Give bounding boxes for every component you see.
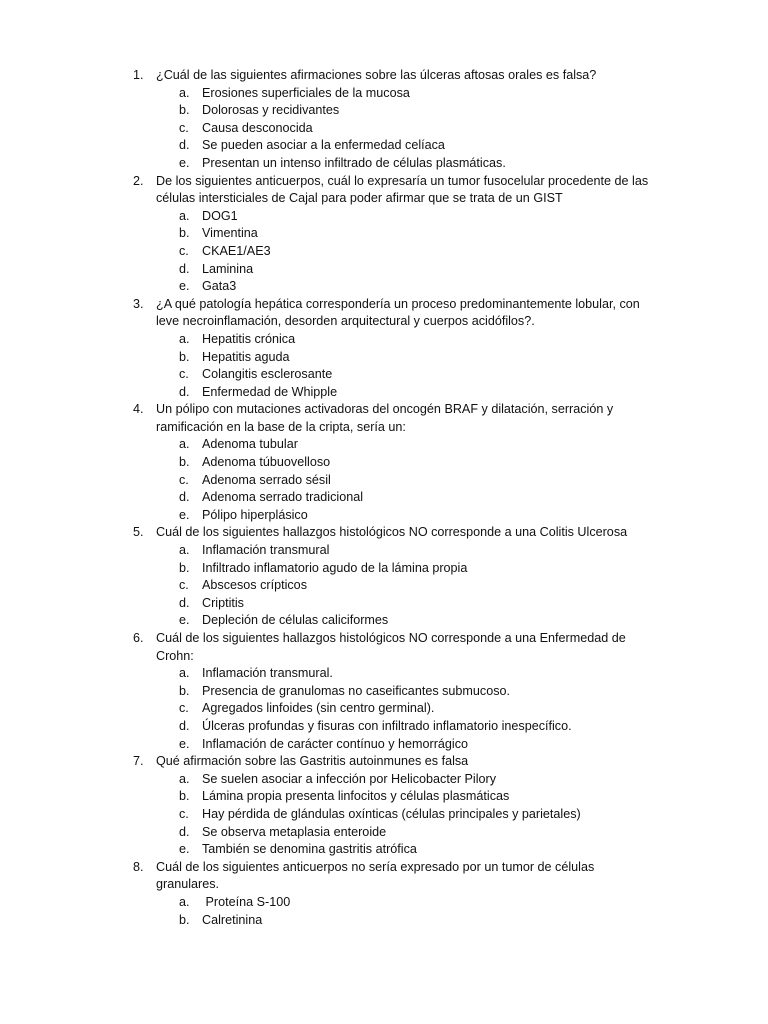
answer-option (0, 436, 768, 454)
answer-option (0, 841, 768, 859)
answer-option (0, 243, 768, 261)
option-letter: b. (179, 349, 190, 364)
option-letter: a. (179, 894, 190, 909)
answer-option (0, 102, 768, 120)
option-text: Presentan un intenso infiltrado de células plasmáticas. (202, 155, 506, 170)
question-item (0, 173, 650, 208)
option-letter: e. (179, 736, 190, 751)
answer-option (0, 542, 768, 560)
answer-option (0, 331, 768, 349)
option-letter: d. (179, 490, 190, 505)
option-text: Agregados linfoides (sin centro germinal). (202, 701, 435, 716)
answer-option (0, 771, 768, 789)
option-letter: a. (179, 331, 190, 346)
answer-option (0, 278, 768, 296)
option-text: Infiltrado inflamatorio agudo de la lámina propia (202, 560, 468, 575)
answer-option (0, 507, 768, 525)
answer-option (0, 225, 768, 243)
option-text: Adenoma serrado tradicional (202, 490, 364, 505)
option-text: Úlceras profundas y fisuras con infiltrado inflamatorio inespecífico. (202, 718, 572, 733)
answer-option (0, 736, 768, 754)
answer-option (0, 665, 768, 683)
question-item (0, 859, 650, 894)
option-letter: c. (179, 578, 189, 593)
option-text: Se suelen asociar a infección por Helicobacter Pilory (202, 771, 497, 786)
option-text: Adenoma tubular (202, 437, 298, 452)
question-list (0, 67, 768, 929)
question-number: 2. (133, 173, 144, 188)
answer-option (0, 718, 768, 736)
answer-option (0, 806, 768, 824)
answer-option (0, 120, 768, 138)
option-letter: c. (179, 243, 189, 258)
option-letter: b. (179, 912, 190, 927)
answer-option (0, 612, 768, 630)
option-letter: e. (179, 613, 190, 628)
option-text: Adenoma serrado sésil (202, 472, 331, 487)
option-letter: b. (179, 455, 190, 470)
question-text: Un pólipo con mutaciones activadoras del oncogén BRAF y dilatación, serración y ramificación en la base de la cripta, sería un: (156, 402, 614, 434)
answer-option (0, 261, 768, 279)
option-letter: a. (179, 85, 190, 100)
question-number: 7. (133, 754, 144, 769)
answer-option (0, 894, 768, 912)
question-number: 4. (133, 402, 144, 417)
answer-option (0, 137, 768, 155)
option-letter: b. (179, 560, 190, 575)
option-text: Depleción de células caliciformes (202, 613, 389, 628)
question-text: Cuál de los siguientes hallazgos histológicos NO corresponde a una Colitis Ulcerosa (156, 525, 628, 540)
option-letter: c. (179, 701, 189, 716)
question-text: Cuál de los siguientes hallazgos histológicos NO corresponde a una Enfermedad de Crohn: (156, 631, 626, 663)
option-letter: d. (179, 384, 190, 399)
option-text: Gata3 (202, 279, 237, 294)
answer-option (0, 472, 768, 490)
option-text: Colangitis esclerosante (202, 367, 333, 382)
option-letter: b. (179, 789, 190, 804)
option-text: Hay pérdida de glándulas oxínticas (células principales y parietales) (202, 806, 581, 821)
answer-option (0, 788, 768, 806)
answer-option (0, 824, 768, 842)
answer-option (0, 208, 768, 226)
option-text: Hepatitis aguda (202, 349, 290, 364)
option-text: Erosiones superficiales de la mucosa (202, 85, 410, 100)
question-item (0, 753, 650, 771)
option-letter: d. (179, 138, 190, 153)
option-letter: c. (179, 367, 189, 382)
question-number: 3. (133, 296, 144, 311)
option-text: Enfermedad de Whipple (202, 384, 338, 399)
question-text: ¿Cuál de las siguientes afirmaciones sobre las úlceras aftosas orales es falsa? (156, 68, 597, 82)
answer-option (0, 85, 768, 103)
option-letter: a. (179, 208, 190, 223)
option-text: DOG1 (202, 208, 238, 223)
option-text: Criptitis (202, 595, 244, 610)
question-number: 1. (133, 68, 144, 82)
option-letter: a. (179, 666, 190, 681)
option-letter: b. (179, 103, 190, 118)
question-text: De los siguientes anticuerpos, cuál lo expresaría un tumor fusocelular procedente de las células intersticiales de Cajal para poder afirmar que se trata de un GIST (156, 173, 649, 206)
option-text: Dolorosas y recidivantes (202, 103, 340, 118)
answer-option (0, 683, 768, 701)
option-text: Laminina (202, 261, 254, 276)
question-item (0, 401, 650, 436)
option-letter: e. (179, 507, 190, 522)
answer-option (0, 577, 768, 595)
option-text: Se observa metaplasia enteroide (202, 824, 387, 839)
option-text: Proteína S-100 (202, 894, 291, 909)
option-text: Calretinina (202, 912, 263, 927)
answer-option (0, 595, 768, 613)
option-text: Presencia de granulomas no caseificantes submucoso. (202, 683, 511, 698)
option-letter: d. (179, 824, 190, 839)
option-letter: e. (179, 279, 190, 294)
option-text: CKAE1/AE3 (202, 243, 271, 258)
answer-option (0, 349, 768, 367)
question-item (0, 296, 650, 331)
option-letter: d. (179, 718, 190, 733)
option-letter: b. (179, 683, 190, 698)
answer-option (0, 454, 768, 472)
question-text: Qué afirmación sobre las Gastritis autoinmunes es falsa (156, 754, 469, 769)
question-number: 5. (133, 525, 144, 540)
answer-option (0, 912, 768, 930)
option-text: Abscesos crípticos (202, 578, 307, 593)
question-number: 6. (133, 631, 144, 645)
answer-option (0, 155, 768, 173)
option-text: Lámina propia presenta linfocitos y células plasmáticas (202, 789, 510, 804)
answer-option (0, 560, 768, 578)
answer-option (0, 366, 768, 384)
option-text: Vimentina (202, 226, 258, 241)
option-text: Causa desconocida (202, 120, 313, 135)
option-letter: e. (179, 842, 190, 857)
option-letter: d. (179, 595, 190, 610)
question-item (0, 630, 650, 665)
question-number: 8. (133, 859, 144, 874)
option-letter: d. (179, 261, 190, 276)
option-letter: c. (179, 806, 189, 821)
option-letter: a. (179, 543, 190, 558)
option-letter: c. (179, 120, 189, 135)
option-text: Se pueden asociar a la enfermedad celíaca (202, 138, 445, 153)
answer-option (0, 384, 768, 402)
answer-option (0, 700, 768, 718)
question-text: Cuál de los siguientes anticuerpos no sería expresado por un tumor de células granulares. (156, 859, 595, 892)
option-letter: a. (179, 771, 190, 786)
option-letter: a. (179, 437, 190, 452)
question-item (0, 524, 650, 542)
question-text: ¿A qué patología hepática correspondería un proceso predominantemente lobular, con leve necroinflamación, desorden arquitectural y cuerpos acidófilos?. (156, 296, 640, 329)
answer-option (0, 489, 768, 507)
option-letter: b. (179, 226, 190, 241)
question-item (0, 67, 650, 85)
option-text: Inflamación de carácter contínuo y hemorrágico (202, 736, 469, 751)
option-text: Adenoma túbuovelloso (202, 455, 331, 470)
option-text: Inflamación transmural (202, 543, 330, 558)
option-text: Hepatitis crónica (202, 331, 296, 346)
option-letter: e. (179, 155, 190, 170)
option-text: Pólipo hiperplásico (202, 507, 308, 522)
option-text: Inflamación transmural. (202, 666, 333, 681)
option-text: También se denomina gastritis atrófica (202, 842, 417, 857)
option-letter: c. (179, 472, 189, 487)
